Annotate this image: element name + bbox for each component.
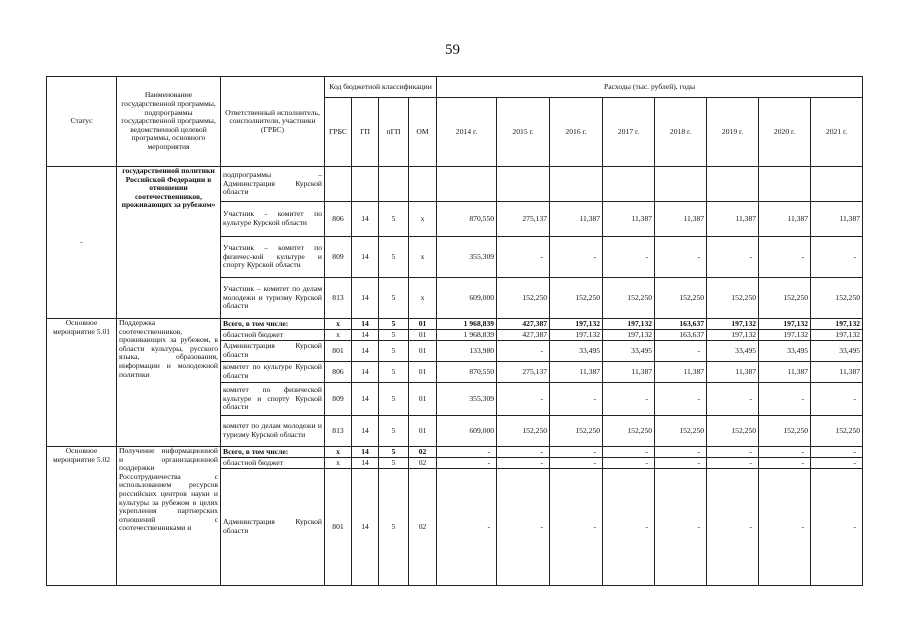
cell-value-2021: 11,387	[811, 202, 863, 237]
header-gp: ГП	[352, 98, 379, 167]
cell-value-2016: 33,495	[550, 341, 603, 362]
cell-value-2016: -	[550, 469, 603, 586]
cell-pgp: 5	[379, 341, 409, 362]
cell-value-2020: -	[759, 237, 811, 278]
cell-value-2016: 11,387	[550, 202, 603, 237]
cell-value-2019: 11,387	[707, 202, 759, 237]
cell-name: Поддержка соотечественников, проживающих за рубежом, в области культуры, русского языка, образования, информации и молодежной политики	[117, 319, 221, 447]
cell-value-2018	[655, 167, 707, 202]
cell-value-2015: 152,250	[497, 278, 550, 319]
cell-value-2019: 11,387	[707, 362, 759, 383]
cell-value-2018: 11,387	[655, 202, 707, 237]
cell-value-2015: 275,137	[497, 202, 550, 237]
cell-value-2021: 33,495	[811, 341, 863, 362]
cell-value-2017: 197,132	[603, 330, 655, 341]
cell-om: 01	[409, 341, 437, 362]
cell-value-2020: -	[759, 447, 811, 458]
cell-value-2018: -	[655, 447, 707, 458]
header-responsible: Ответственный исполнитель, соисполнители, участники (ГРБС)	[221, 77, 325, 167]
cell-pgp: 5	[379, 469, 409, 586]
cell-value-2016: -	[550, 237, 603, 278]
cell-responsible: комитет по делам молодежи и туризму Курской области	[221, 416, 325, 447]
cell-responsible: Участник – комитет по делам молодежи и туризму Курской области	[221, 278, 325, 319]
cell-value-2014: 609,000	[437, 416, 497, 447]
cell-value-2019: -	[707, 469, 759, 586]
cell-value-2016: 197,132	[550, 319, 603, 330]
cell-om: 02	[409, 458, 437, 469]
cell-grbs: х	[325, 447, 352, 458]
cell-value-2020: 152,250	[759, 416, 811, 447]
cell-value-2021: 197,132	[811, 319, 863, 330]
header-budget-code: Код бюджетной классификации	[325, 77, 437, 98]
cell-value-2015: 427,387	[497, 319, 550, 330]
header-year-2018: 2018 г.	[655, 98, 707, 167]
cell-value-2014: 1 968,839	[437, 330, 497, 341]
cell-value-2018: 152,250	[655, 278, 707, 319]
cell-value-2021: 197,132	[811, 330, 863, 341]
cell-value-2019: -	[707, 383, 759, 416]
cell-grbs: х	[325, 330, 352, 341]
cell-pgp: 5	[379, 383, 409, 416]
cell-grbs: х	[325, 319, 352, 330]
header-name: Наименование государственной программы, подпрограммы государственной программы, ведомственной целевой программы, основного мероприятия	[117, 77, 221, 167]
cell-value-2021: 152,250	[811, 278, 863, 319]
header-year-2014: 2014 г.	[437, 98, 497, 167]
cell-value-2021: -	[811, 447, 863, 458]
cell-value-2019: 197,132	[707, 319, 759, 330]
cell-value-2015	[497, 167, 550, 202]
budget-table	[46, 76, 863, 586]
cell-gp: 14	[352, 469, 379, 586]
cell-value-2017: 11,387	[603, 362, 655, 383]
cell-value-2016	[550, 167, 603, 202]
cell-value-2020: 197,132	[759, 319, 811, 330]
cell-value-2015: -	[497, 447, 550, 458]
cell-grbs: 801	[325, 341, 352, 362]
cell-om: 02	[409, 469, 437, 586]
cell-value-2020: -	[759, 383, 811, 416]
cell-om: 01	[409, 362, 437, 383]
cell-value-2014: -	[437, 469, 497, 586]
cell-value-2020: -	[759, 458, 811, 469]
cell-value-2020	[759, 167, 811, 202]
cell-gp: 14	[352, 330, 379, 341]
table-row	[47, 167, 863, 202]
cell-om: 02	[409, 447, 437, 458]
cell-gp: 14	[352, 319, 379, 330]
cell-value-2018: -	[655, 237, 707, 278]
cell-value-2017	[603, 167, 655, 202]
cell-value-2014	[437, 167, 497, 202]
cell-value-2017: -	[603, 447, 655, 458]
cell-responsible: Администрация Курской области	[221, 469, 325, 586]
cell-value-2020: 197,132	[759, 330, 811, 341]
cell-value-2018: -	[655, 341, 707, 362]
cell-value-2018: -	[655, 383, 707, 416]
cell-responsible: областной бюджет	[221, 330, 325, 341]
cell-value-2021: 152,250	[811, 416, 863, 447]
cell-value-2014: 355,309	[437, 237, 497, 278]
cell-pgp: 5	[379, 319, 409, 330]
cell-value-2017: 152,250	[603, 416, 655, 447]
cell-status: Основное мероприятие 5.01	[47, 319, 117, 447]
cell-responsible: областной бюджет	[221, 458, 325, 469]
cell-grbs: 813	[325, 416, 352, 447]
cell-value-2015: -	[497, 469, 550, 586]
cell-grbs: 809	[325, 237, 352, 278]
header-year-2017: 2017 г.	[603, 98, 655, 167]
cell-value-2015: 275,137	[497, 362, 550, 383]
cell-om: х	[409, 202, 437, 237]
cell-grbs: 809	[325, 383, 352, 416]
cell-value-2021	[811, 167, 863, 202]
cell-pgp	[379, 167, 409, 202]
cell-pgp: 5	[379, 237, 409, 278]
cell-grbs: х	[325, 458, 352, 469]
cell-value-2018: 11,387	[655, 362, 707, 383]
cell-value-2016: 197,132	[550, 330, 603, 341]
cell-om: 01	[409, 319, 437, 330]
cell-pgp: 5	[379, 458, 409, 469]
cell-gp: 14	[352, 237, 379, 278]
cell-value-2019: -	[707, 237, 759, 278]
cell-value-2021: -	[811, 237, 863, 278]
cell-value-2015: -	[497, 383, 550, 416]
cell-value-2021: -	[811, 383, 863, 416]
cell-value-2019	[707, 167, 759, 202]
page-number: 59	[445, 42, 460, 58]
header-year-2015: 2015 г.	[497, 98, 550, 167]
cell-gp	[352, 167, 379, 202]
cell-pgp: 5	[379, 330, 409, 341]
cell-responsible: Участник - комитет по культуре Курской области	[221, 202, 325, 237]
cell-value-2019: 152,250	[707, 278, 759, 319]
header-om: ОМ	[409, 98, 437, 167]
table-row	[47, 319, 863, 330]
cell-gp: 14	[352, 416, 379, 447]
cell-om: х	[409, 237, 437, 278]
cell-value-2014: 355,309	[437, 383, 497, 416]
cell-value-2020: -	[759, 469, 811, 586]
header-year-2019: 2019 г.	[707, 98, 759, 167]
cell-value-2018: 163,637	[655, 330, 707, 341]
cell-value-2016: -	[550, 383, 603, 416]
cell-value-2017: -	[603, 237, 655, 278]
cell-om: 01	[409, 383, 437, 416]
cell-value-2021: 11,387	[811, 362, 863, 383]
cell-value-2016: -	[550, 458, 603, 469]
cell-gp: 14	[352, 447, 379, 458]
cell-value-2014: 133,980	[437, 341, 497, 362]
cell-value-2018: 163,637	[655, 319, 707, 330]
cell-value-2021: -	[811, 458, 863, 469]
cell-pgp: 5	[379, 447, 409, 458]
header-expenses: Расходы (тыс. рублей), годы	[437, 77, 863, 98]
cell-responsible: Всего, в том числе:	[221, 447, 325, 458]
cell-value-2020: 11,387	[759, 362, 811, 383]
cell-value-2020: 33,495	[759, 341, 811, 362]
header-year-2016: 2016 г.	[550, 98, 603, 167]
header-row-1	[47, 77, 863, 98]
cell-value-2018: -	[655, 458, 707, 469]
cell-value-2015: 152,250	[497, 416, 550, 447]
cell-value-2017: 197,132	[603, 319, 655, 330]
cell-value-2019: 197,132	[707, 330, 759, 341]
cell-om: х	[409, 278, 437, 319]
cell-om	[409, 167, 437, 202]
cell-value-2018: 152,250	[655, 416, 707, 447]
cell-value-2018: -	[655, 469, 707, 586]
cell-responsible: подпрограммы – Администрация Курской области	[221, 167, 325, 202]
cell-value-2015: -	[497, 237, 550, 278]
cell-om: 01	[409, 330, 437, 341]
header-year-2021: 2021 г.	[811, 98, 863, 167]
cell-name: Получение информационной и организационной поддержки Россотрудничества с использованием ресурсов российских центров науки и культуры за рубежом в целях укрепления партнерских отношений с соотечественниками и	[117, 447, 221, 586]
header-year-2020: 2020 г.	[759, 98, 811, 167]
cell-responsible: комитет по физической культуре и спорту Курской области	[221, 383, 325, 416]
cell-status: -	[47, 167, 117, 319]
cell-responsible: Администрация Курской области	[221, 341, 325, 362]
cell-value-2016: 152,250	[550, 278, 603, 319]
cell-value-2020: 11,387	[759, 202, 811, 237]
cell-grbs	[325, 167, 352, 202]
cell-pgp: 5	[379, 362, 409, 383]
cell-value-2017: -	[603, 458, 655, 469]
table-row	[47, 447, 863, 458]
cell-value-2019: -	[707, 458, 759, 469]
cell-pgp: 5	[379, 278, 409, 319]
cell-value-2021: -	[811, 469, 863, 586]
cell-value-2014: 1 968,839	[437, 319, 497, 330]
cell-value-2015: -	[497, 458, 550, 469]
cell-gp: 14	[352, 458, 379, 469]
header-pgp: пГП	[379, 98, 409, 167]
cell-value-2019: -	[707, 447, 759, 458]
cell-gp: 14	[352, 202, 379, 237]
header-status: Статус	[47, 77, 117, 167]
cell-pgp: 5	[379, 202, 409, 237]
cell-value-2015: 427,387	[497, 330, 550, 341]
cell-grbs: 801	[325, 469, 352, 586]
cell-name: государственной политики Российской Федерации в отношении соотечественников, проживающих за рубежом»	[117, 167, 221, 319]
cell-value-2019: 152,250	[707, 416, 759, 447]
cell-value-2017: -	[603, 383, 655, 416]
cell-om: 01	[409, 416, 437, 447]
cell-value-2014: 609,000	[437, 278, 497, 319]
cell-value-2019: 33,495	[707, 341, 759, 362]
cell-value-2014: -	[437, 458, 497, 469]
cell-responsible: комитет по культуре Курской области	[221, 362, 325, 383]
cell-value-2015: -	[497, 341, 550, 362]
cell-gp: 14	[352, 341, 379, 362]
cell-value-2017: 152,250	[603, 278, 655, 319]
cell-grbs: 813	[325, 278, 352, 319]
cell-status: Основное мероприятие 5.02	[47, 447, 117, 586]
cell-value-2016: 152,250	[550, 416, 603, 447]
cell-value-2017: 11,387	[603, 202, 655, 237]
cell-pgp: 5	[379, 416, 409, 447]
cell-value-2020: 152,250	[759, 278, 811, 319]
cell-responsible: Участник – комитет по физичес-кой культуре и спорту Курской области	[221, 237, 325, 278]
cell-grbs: 806	[325, 362, 352, 383]
cell-gp: 14	[352, 362, 379, 383]
cell-value-2016: 11,387	[550, 362, 603, 383]
cell-value-2014: 870,550	[437, 362, 497, 383]
cell-value-2017: -	[603, 469, 655, 586]
cell-gp: 14	[352, 383, 379, 416]
cell-value-2017: 33,495	[603, 341, 655, 362]
cell-grbs: 806	[325, 202, 352, 237]
cell-value-2014: -	[437, 447, 497, 458]
cell-responsible: Всего, в том числе:	[221, 319, 325, 330]
header-grbs: ГРБС	[325, 98, 352, 167]
cell-value-2016: -	[550, 447, 603, 458]
cell-gp: 14	[352, 278, 379, 319]
cell-value-2014: 870,550	[437, 202, 497, 237]
